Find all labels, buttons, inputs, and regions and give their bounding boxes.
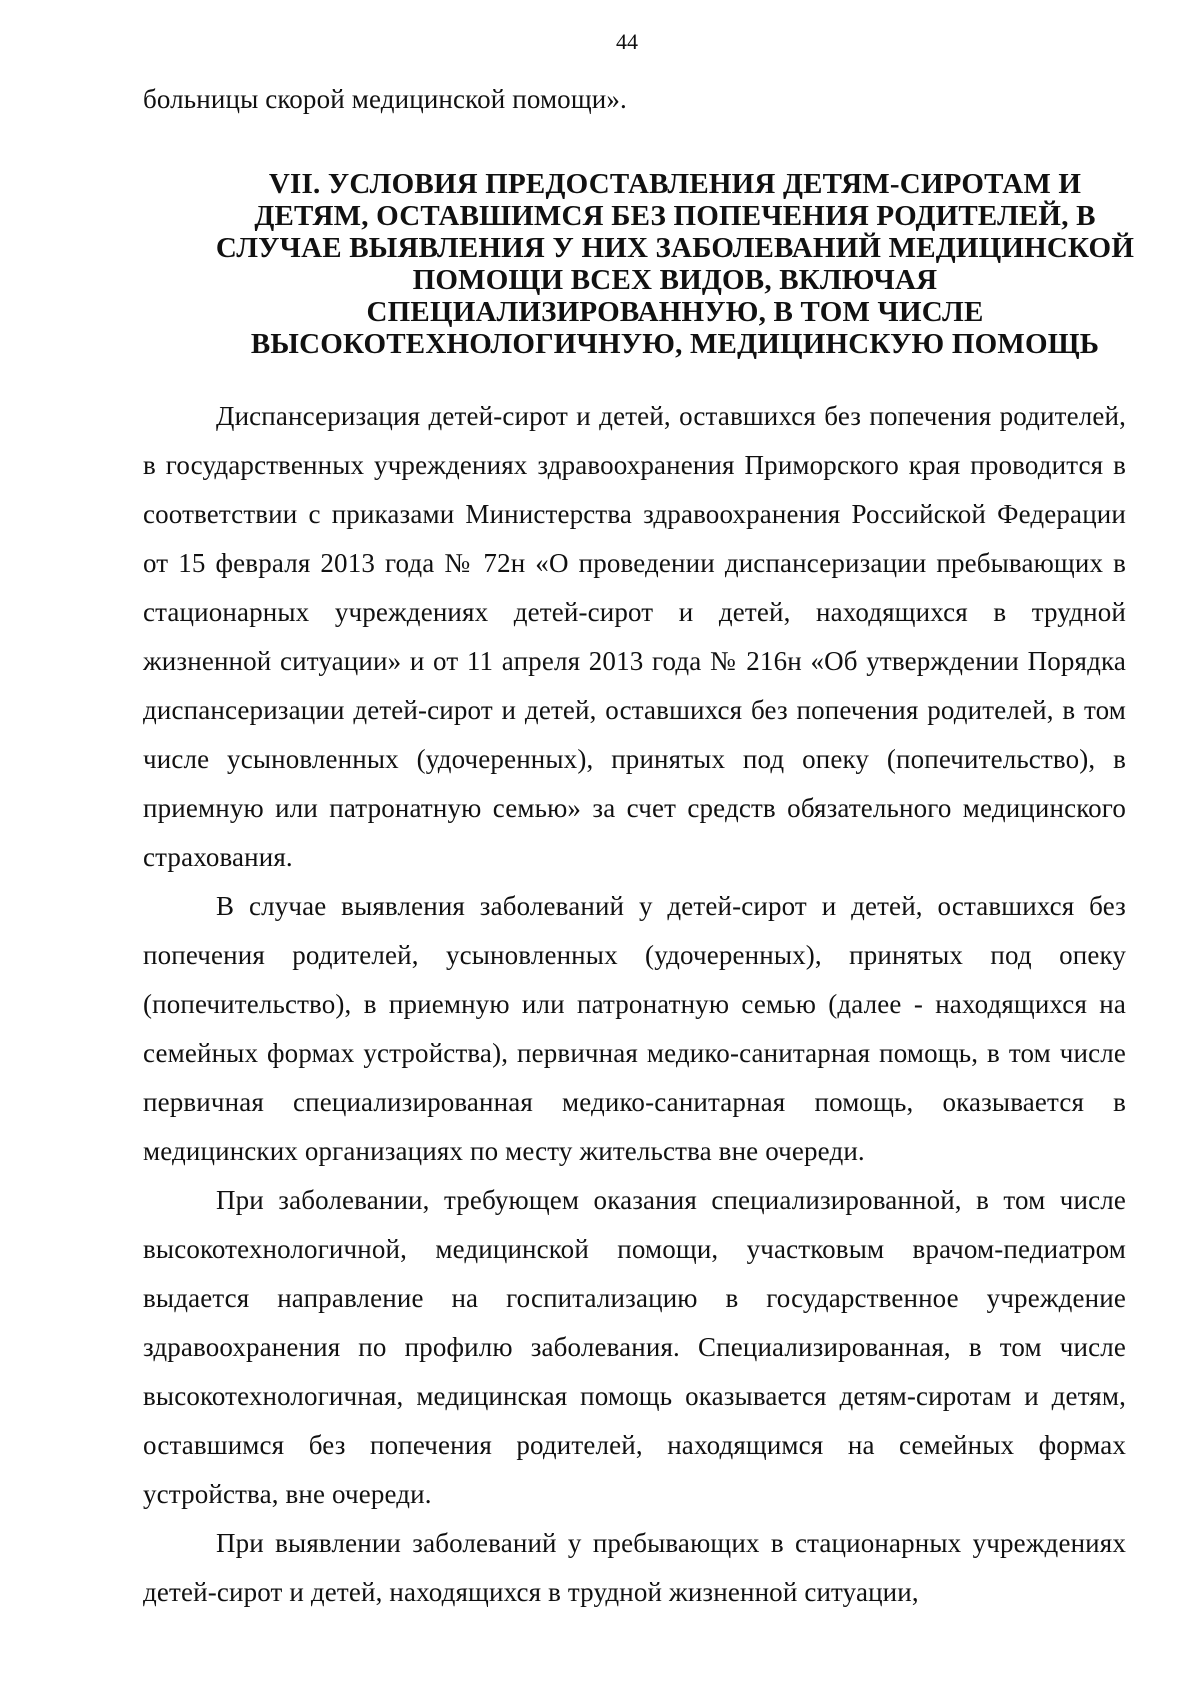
section-title: VII. УСЛОВИЯ ПРЕДОСТАВЛЕНИЯ ДЕТЯМ-СИРОТАМ И ДЕТЯМ, ОСТАВШИМСЯ БЕЗ ПОПЕЧЕНИЯ РОДИТЕЛЕЙ, В СЛУЧАЕ ВЫЯВЛЕНИЯ У НИХ ЗАБОЛЕВАНИЙ МЕДИЦИНСКОЙ ПОМОЩИ ВСЕХ ВИДОВ, ВКЛЮЧАЯ СПЕЦИАЛИЗИРОВАННУЮ, В ТОМ ЧИСЛЕ ВЫСОКОТЕХНОЛОГИЧНУЮ, МЕДИЦИНСКУЮ ПОМОЩЬ [215, 168, 1135, 360]
paragraph-inpatient-detection: При выявлении заболеваний у пребывающих в стационарных учреждениях детей-сирот и детей, находящихся в трудной жизненной ситуации, [143, 1528, 1126, 1607]
paragraph-disease-detection: В случае выявления заболеваний у детей-сирот и детей, оставшихся без попечения родителей, усыновленных (удочеренных), принятых под опеку (попечительство), в приемную или патронатную семью (далее - находящихся на семейных формах устройства), первичная медико-санитарная помощь, в том числе первичная специализированная медико-санитарная помощь, оказывается в медицинских организациях по месту жительства вне очереди. [143, 891, 1126, 1166]
paragraph-dispensarization: Диспансеризация детей-сирот и детей, оставшихся без попечения родителей, в государственных учреждениях здравоохранения Приморского края проводится в соответствии с приказами Министерства здравоохранения Российской Федерации от 15 февраля 2013 года № 72н «О проведении диспансеризации пребывающих в стационарных учреждениях детей-сирот и детей, находящихся в трудной жизненной ситуации» и от 11 апреля 2013 года № 216н «Об утверждении Порядка диспансеризации детей-сирот и детей, оставшихся без попечения родителей, в том числе усыновленных (удочеренных), принятых под опеку (попечительство), в приемную или патронатную семью» за счет средств обязательного медицинского страхования. [143, 401, 1126, 872]
page-number: 44 [616, 29, 638, 54]
document-body [143, 392, 1126, 1617]
paragraph-specialized-care: При заболевании, требующем оказания специализированной, в том числе высокотехнологичной, медицинской помощи, участковым врачом-педиатром выдается направление на госпитализацию в государственное учреждение здравоохранения по профилю заболевания. Специализированная, в том числе высокотехнологичная, медицинская помощь оказывается детям-сиротам и детям, оставшимся без попечения родителей, находящимся на семейных формах устройства, вне очереди. [143, 1185, 1126, 1509]
continuation-text: больницы скорой медицинской помощи». [143, 84, 627, 114]
